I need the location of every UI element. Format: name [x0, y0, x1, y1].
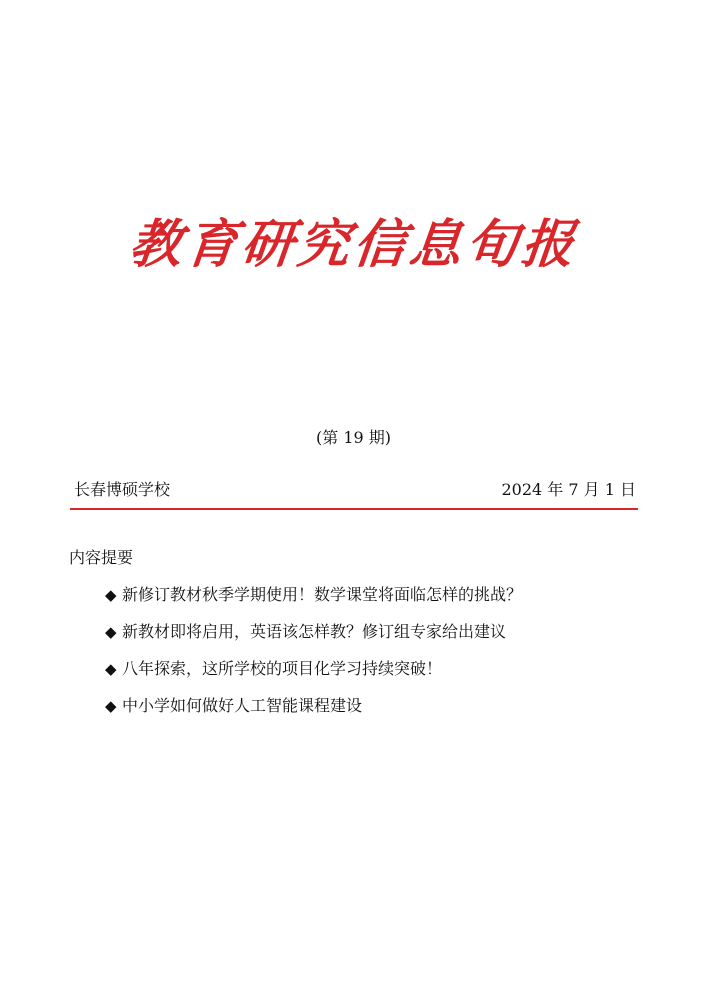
summary-item-text: 新教材即将启用，英语该怎样教？修订组专家给出建议 — [122, 622, 507, 641]
summary-item-text: 中小学如何做好人工智能课程建设 — [122, 696, 363, 715]
summary-list — [105, 583, 665, 731]
diamond-bullet-icon: ◆ — [105, 623, 117, 641]
summary-heading: 内容提要 — [69, 548, 134, 567]
diamond-bullet-icon: ◆ — [105, 660, 117, 678]
masthead-title: 教育研究信息旬报 — [126, 214, 581, 275]
summary-item-text: 八年探索，这所学校的项目化学习持续突破！ — [122, 659, 443, 678]
school-name: 长春博硕学校 — [74, 480, 171, 499]
summary-item — [105, 620, 665, 657]
diamond-bullet-icon: ◆ — [105, 586, 117, 604]
summary-item — [105, 583, 665, 620]
diamond-bullet-icon: ◆ — [105, 697, 117, 715]
summary-item — [105, 694, 665, 731]
publisher-date-row — [74, 478, 636, 504]
header-divider — [70, 508, 638, 510]
issue-number: (第 19 期) — [315, 428, 392, 447]
summary-item-text: 新修订教材秋季学期使用！数学课堂将面临怎样的挑战？ — [122, 585, 523, 604]
publish-date: 2024 年 7 月 1 日 — [501, 480, 636, 499]
summary-item — [105, 657, 665, 694]
